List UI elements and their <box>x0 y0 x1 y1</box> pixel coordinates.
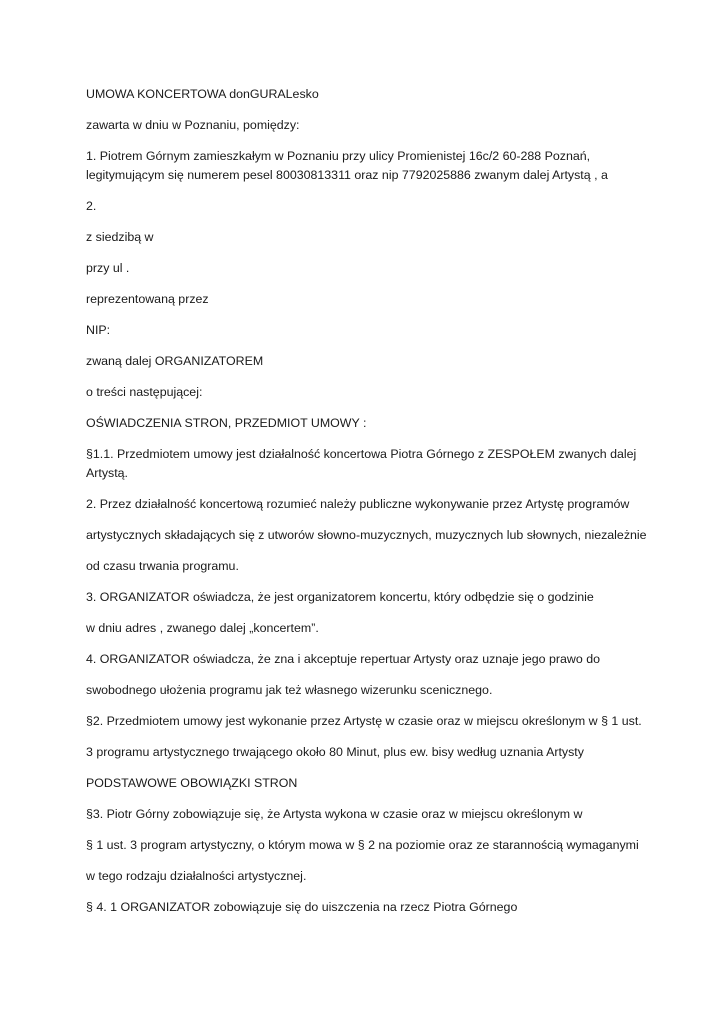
party-1-line-1: 1. Piotrem Górnym zamieszkałym w Poznaniu przy ulicy Promienistej 16c/2 60-288 Poznań, <box>86 149 591 163</box>
paragraph-1-2-line-3: od czasu trwania programu. <box>86 559 239 573</box>
paragraph-2-line-1: §2. Przedmiotem umowy jest wykonanie przez Artystę w czasie oraz w miejscu określonym w § 1 ust. <box>86 714 642 728</box>
paragraph-1-2-line-1: 2. Przez działalność koncertową rozumieć należy publiczne wykonywanie przez Artystę programów <box>86 497 630 511</box>
party-2-representative: reprezentowaną przez <box>86 292 209 306</box>
contract-content-intro: o treści następującej: <box>86 385 203 399</box>
party-2-seat: z siedzibą w <box>86 230 154 244</box>
party-2-designation: zwaną dalej ORGANIZATOREM <box>86 354 264 368</box>
contract-intro: zawarta w dniu w Poznaniu, pomiędzy: <box>86 118 300 132</box>
paragraph-1-4-line-2: swobodnego ułożenia programu jak też własnego wizerunku scenicznego. <box>86 683 493 697</box>
party-2-street: przy ul . <box>86 261 130 275</box>
section-heading-statements: OŚWIADCZENIA STRON, PRZEDMIOT UMOWY : <box>86 416 367 430</box>
document-title: UMOWA KONCERTOWA donGURALesko <box>86 87 319 101</box>
paragraph-3-line-3: w tego rodzaju działalności artystycznej. <box>86 869 307 883</box>
paragraph-2-line-2: 3 programu artystycznego trwającego około 80 Minut, plus ew. bisy według uznania Artysty <box>86 745 584 759</box>
paragraph-1-1-line-1: §1.1. Przedmiotem umowy jest działalność koncertowa Piotra Górnego z ZESPOŁEM zwanych dalej <box>86 447 637 461</box>
paragraph-1-4-line-1: 4. ORGANIZATOR oświadcza, że zna i akceptuje repertuar Artysty oraz uznaje jego prawo do <box>86 652 600 666</box>
party-1-line-2: legitymującym się numerem pesel 80030813311 oraz nip 7792025886 zwanym dalej Artystą , a <box>86 168 608 182</box>
paragraph-1-2-line-2: artystycznych składających się z utworów słowno-muzycznych, muzycznych lub słownych, niezależnie <box>86 528 647 542</box>
party-2-nip: NIP: <box>86 323 111 337</box>
paragraph-1-3-line-2: w dniu adres , zwanego dalej „koncertem”. <box>86 621 319 635</box>
paragraph-3-line-2: § 1 ust. 3 program artystyczny, o którym mowa w § 2 na poziomie oraz ze starannością wymaganymi <box>86 838 639 852</box>
paragraph-1-3-line-1: 3. ORGANIZATOR oświadcza, że jest organizatorem koncertu, który odbędzie się o godzinie <box>86 590 594 604</box>
paragraph-1-1-line-2: Artystą. <box>86 466 128 480</box>
party-2-number: 2. <box>86 199 97 213</box>
paragraph-3-line-1: §3. Piotr Górny zobowiązuje się, że Artysta wykona w czasie oraz w miejscu określonym w <box>86 807 583 821</box>
section-heading-obligations: PODSTAWOWE OBOWIĄZKI STRON <box>86 776 298 790</box>
paragraph-4-line-1: § 4. 1 ORGANIZATOR zobowiązuje się do uiszczenia na rzecz Piotra Górnego <box>86 900 518 914</box>
